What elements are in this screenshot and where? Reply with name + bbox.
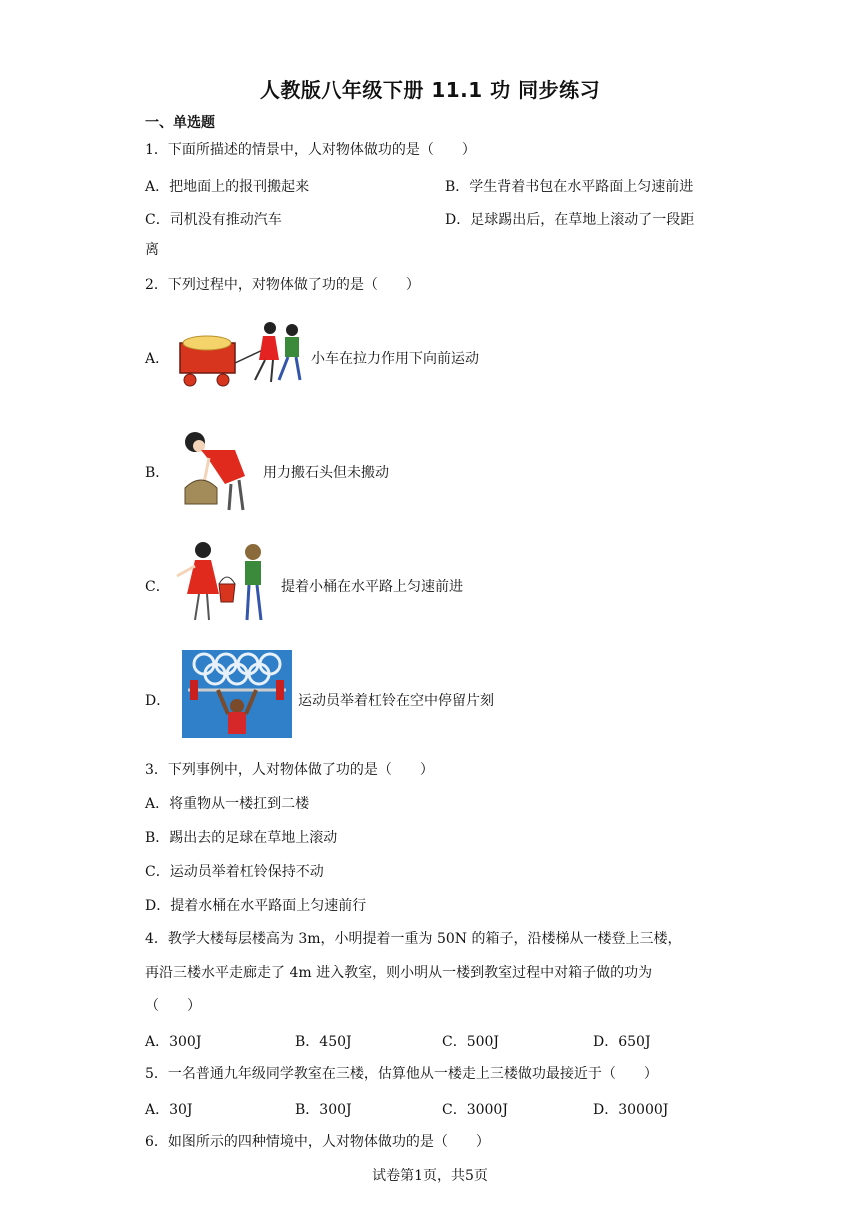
- q2-option-c: [145, 540, 705, 620]
- section-heading: 一、单选题: [145, 115, 215, 131]
- q2-option-b-label: B．: [145, 465, 170, 481]
- question-6-stem: 6．如图所示的四种情境中，人对物体做功的是（ ）: [145, 1134, 490, 1150]
- q3-option-a: A．将重物从一楼扛到二楼: [145, 796, 310, 812]
- q2-option-d: [145, 650, 705, 730]
- cart-pulling-illustration: [175, 318, 310, 393]
- q5-option-c: C．3000J: [442, 1102, 508, 1118]
- q2-option-d-caption: 运动员举着杠铃在空中停留片刻: [298, 693, 494, 709]
- q2-option-a-caption: 小车在拉力作用下向前运动: [311, 351, 479, 367]
- q2-option-b-caption: 用力搬石头但未搬动: [263, 465, 389, 481]
- q4-option-c: C．500J: [442, 1034, 500, 1050]
- page-footer: 试卷第1页，共5页: [372, 1168, 488, 1184]
- q3-option-d: D．提着水桶在水平路面上匀速前行: [145, 898, 367, 914]
- question-4-stem-line-3: （ ）: [145, 998, 201, 1014]
- q1-option-d-continued: 离: [145, 242, 159, 258]
- q3-option-b: B．踢出去的足球在草地上滚动: [145, 830, 338, 846]
- page-title: 人教版八年级下册 11.1 功 同步练习: [259, 78, 601, 102]
- question-2-stem: 2．下列过程中，对物体做了功的是（ ）: [145, 277, 420, 293]
- q2-option-a-label: A．: [145, 351, 170, 367]
- q3-option-c: C．运动员举着杠铃保持不动: [145, 864, 324, 880]
- q2-option-d-label: D．: [145, 693, 171, 709]
- q2-option-b: [145, 428, 705, 508]
- question-4-stem-line-1: 4．教学大楼每层楼高为 3m，小明提着一重为 50N 的箱子，沿楼梯从一楼登上三楼，: [145, 931, 682, 947]
- question-4-stem-line-2: 再沿三楼水平走廊走了 4m 进入教室，则小明从一楼到教室过程中对箱子做的功为: [145, 965, 653, 981]
- q1-option-d: D．足球踢出后，在草地上滚动了一段距: [445, 212, 695, 228]
- q4-option-d: D．650J: [593, 1034, 651, 1050]
- q4-option-a: A．300J: [145, 1034, 202, 1050]
- q2-option-a: [145, 318, 705, 398]
- question-1-stem: 1．下面所描述的情景中，人对物体做功的是（ ）: [145, 142, 476, 158]
- q1-option-a: A．把地面上的报刊搬起来: [145, 179, 310, 195]
- question-3-stem: 3．下列事例中，人对物体做了功的是（ ）: [145, 762, 434, 778]
- q5-option-a: A．30J: [145, 1102, 193, 1118]
- q1-option-b: B．学生背着书包在水平路面上匀速前进: [445, 179, 694, 195]
- q1-option-c: C．司机没有推动汽车: [145, 212, 282, 228]
- carrying-bucket-illustration: [173, 540, 278, 628]
- q5-option-d: D．30000J: [593, 1102, 669, 1118]
- q2-option-c-caption: 提着小桶在水平路上匀速前进: [281, 579, 463, 595]
- q5-option-b: B．300J: [295, 1102, 352, 1118]
- q4-option-b: B．450J: [295, 1034, 352, 1050]
- question-5-stem: 5．一名普通九年级同学教室在三楼，估算他从一楼走上三楼做功最接近于（ ）: [145, 1066, 658, 1082]
- weightlifter-illustration: [182, 650, 292, 738]
- q2-option-c-label: C．: [145, 579, 170, 595]
- lifting-stone-illustration: [173, 428, 263, 516]
